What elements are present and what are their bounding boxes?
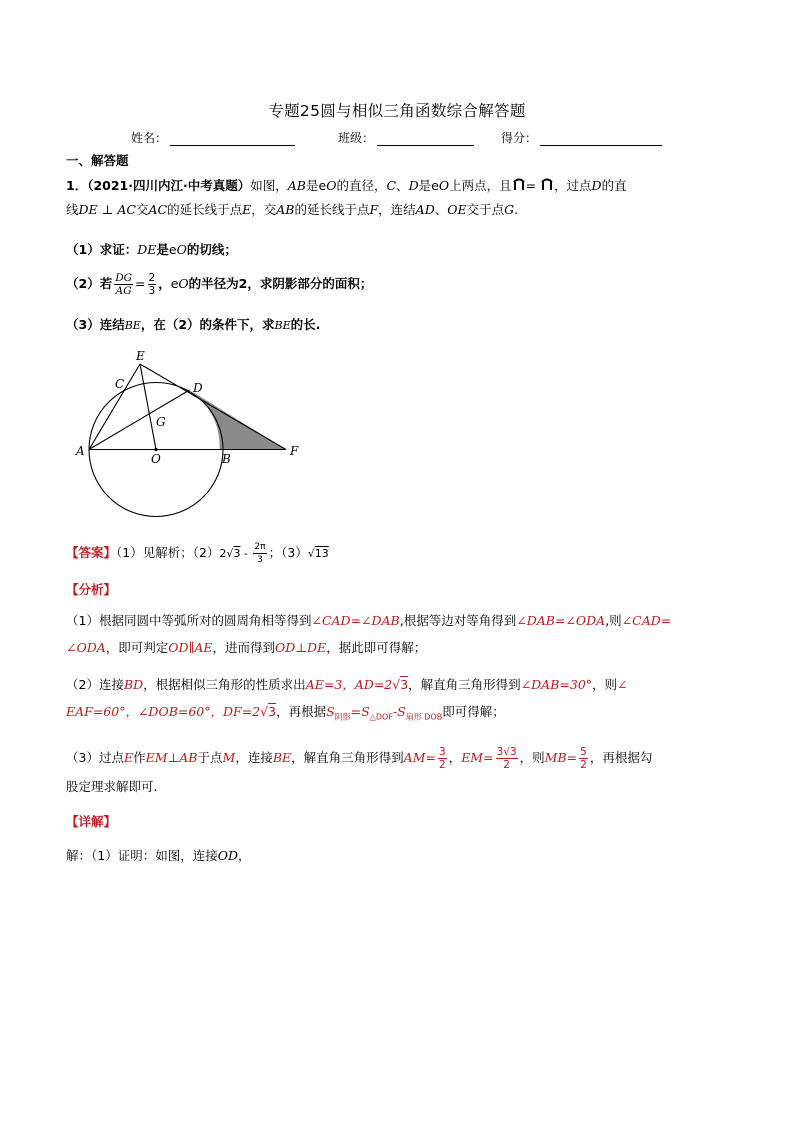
sub-label: （1）求证： <box>66 242 138 257</box>
analysis-math: ∠CAD= <box>621 613 672 628</box>
analysis-text: 作 <box>133 749 146 765</box>
symbol: OE <box>447 202 467 217</box>
name-blank[interactable] <box>170 132 295 146</box>
analysis-math: MB= <box>544 749 578 765</box>
fraction <box>496 746 518 771</box>
analysis-heading: 【分析】 <box>66 582 117 597</box>
analysis-math: AE=3，AD=2 <box>305 677 393 692</box>
sub-question-2 <box>66 272 372 297</box>
geometry-figure <box>72 346 312 526</box>
analysis-line-5 <box>66 743 734 773</box>
stem-text: 如图， <box>250 178 288 193</box>
analysis-math: AM= <box>403 749 436 765</box>
label-d: D <box>193 381 203 395</box>
analysis-line-4 <box>66 698 734 731</box>
symbol: BE <box>124 319 141 332</box>
analysis-math: BE <box>272 749 292 765</box>
sub-text: 的切线； <box>186 242 237 257</box>
numerator: DG <box>115 272 133 284</box>
symbol: AB <box>287 178 306 193</box>
analysis-math: BD <box>123 677 144 692</box>
analysis-text: ，则 <box>592 677 618 692</box>
fraction <box>438 746 447 771</box>
analysis-math: E <box>123 749 134 765</box>
analysis-text: ，即可判定 <box>105 640 169 655</box>
analysis-math: ∠CAD=∠DAB <box>311 613 400 628</box>
stem-text: 是 <box>418 178 432 193</box>
arc-glyph-icon <box>512 178 526 192</box>
sub-text: ， <box>158 276 171 291</box>
fraction <box>579 746 588 771</box>
symbol: E <box>242 202 252 217</box>
sqrt-icon: √ <box>260 704 269 719</box>
label-o: O <box>151 452 161 466</box>
analysis-text: ，解直角三角形得到 <box>291 749 404 765</box>
class-label: 班级： <box>338 131 375 145</box>
stem-text: 交 <box>135 202 149 217</box>
label-g: G <box>156 415 166 429</box>
analysis-math: S <box>326 704 335 719</box>
sqrt-icon: √ <box>226 547 234 560</box>
numerator: 5 <box>580 745 587 758</box>
label-c: C <box>115 377 125 391</box>
analysis-math: ∠ODA <box>66 640 106 655</box>
sub-text: 的半径为2，求阴影部分的面积； <box>188 276 373 291</box>
sub-text: ，在（2）的条件下，求 <box>140 317 275 332</box>
label-e: E <box>136 349 145 363</box>
sqrt-icon: √ <box>392 677 401 692</box>
question-number: 1． <box>66 178 88 193</box>
symbol: DE <box>137 242 157 257</box>
symbol: C <box>386 178 397 193</box>
answer-value: - <box>240 547 252 560</box>
stem-text: 的直 <box>601 178 627 193</box>
question-1-stem <box>66 174 734 222</box>
detail-line-1 <box>66 846 251 864</box>
section-heading: 一、解答题 <box>66 153 129 168</box>
denominator: 3 <box>257 555 263 565</box>
answer-fraction <box>253 541 266 566</box>
analysis-text: ，再根据 <box>276 704 327 719</box>
analysis-math: ∠ <box>617 677 628 692</box>
answer-line <box>66 541 329 566</box>
label-a: A <box>76 444 85 458</box>
sub-label: （2）若 <box>66 276 113 291</box>
analysis-math: EM⊥AB <box>145 749 198 765</box>
analysis-math: OD∥AE <box>168 640 213 655</box>
label-f: F <box>290 444 299 458</box>
symbol: G <box>504 202 515 217</box>
analysis-line-6: 股定理求解即可. <box>66 778 158 794</box>
sub-question-3 <box>66 315 320 333</box>
stem-text: 上两点，且 <box>449 178 512 193</box>
analysis-math: ∠DAB=30° <box>520 677 593 692</box>
sub-text: 的长. <box>290 317 321 332</box>
symbol: AD <box>415 202 435 217</box>
analysis-text: （2）连接 <box>66 677 124 692</box>
analysis-text: （3）过点 <box>66 749 124 765</box>
analysis-text: ,根据等边对等角得到 <box>399 613 517 628</box>
answer-value: 3 <box>233 547 241 560</box>
answer-text: ；（3） <box>268 545 308 560</box>
analysis-text: ，进而得到 <box>212 640 276 655</box>
numerator: 2π <box>254 542 266 552</box>
analysis-math: 3 <box>268 704 277 719</box>
stem-text: . <box>514 202 519 217</box>
score-blank[interactable] <box>540 132 662 146</box>
detail-text: ， <box>238 848 251 863</box>
circle-symbol: e <box>170 276 179 291</box>
answer-value: 13 <box>314 547 329 560</box>
circle-symbol: e <box>318 178 327 193</box>
denominator: 3 <box>148 285 156 297</box>
stem-text: 的延长线于点 <box>294 202 370 217</box>
stem-text: 、 <box>396 178 409 193</box>
line-ad <box>89 390 190 450</box>
analysis-sub: △DOF <box>369 712 393 722</box>
numerator: 3 <box>438 745 446 758</box>
stem-text: ，连结 <box>378 202 416 217</box>
denominator: 2 <box>438 758 446 771</box>
sub-text: 是 <box>156 242 169 257</box>
name-field[interactable] <box>131 129 338 146</box>
answer-tag: 【答案】 <box>66 545 117 560</box>
analysis-math: EM= <box>461 749 494 765</box>
symbol: F <box>369 202 379 217</box>
score-label: 得分： <box>501 131 538 145</box>
symbol: BE <box>274 319 291 332</box>
score-field[interactable] <box>501 129 662 146</box>
analysis-text: ， <box>448 749 462 765</box>
symbol: AB <box>276 202 295 217</box>
denominator: AG <box>115 285 132 297</box>
symbol: O <box>438 178 450 193</box>
stem-text: 的直径， <box>336 178 387 193</box>
page-title: 专题25圆与相似三角函数综合解答题 <box>268 102 526 120</box>
analysis-line-2 <box>66 634 734 661</box>
symbol: 、 <box>434 202 448 217</box>
analysis-math: M <box>222 749 236 765</box>
detail-heading: 【详解】 <box>66 814 117 829</box>
analysis-text: ，解直角三角形得到 <box>408 677 521 692</box>
numerator: 3√3 <box>496 745 517 758</box>
detail-text: 解：（1）证明：如图，连接 <box>66 848 218 863</box>
question-source: （2021·四川内江·中考真题） <box>87 178 251 193</box>
center-point <box>154 448 157 451</box>
stem-text: ，过点 <box>554 178 592 193</box>
symbol: D <box>408 178 419 193</box>
arc-glyph-icon <box>540 178 554 192</box>
stem-text: 线 <box>66 202 79 217</box>
circle-symbol: e <box>168 242 177 257</box>
analysis-text: ，再根据勾 <box>589 749 653 765</box>
answer-value: 2 <box>219 547 227 560</box>
analysis-sub: 扇形 DOB <box>405 712 443 722</box>
fraction <box>114 272 133 297</box>
numerator: 2 <box>148 272 156 284</box>
denominator: 2 <box>503 758 510 771</box>
line-oe <box>140 364 156 450</box>
detail-math: OD <box>217 848 238 863</box>
stem-text: 是 <box>305 178 319 193</box>
analysis-text: 即可得解； <box>442 704 505 719</box>
analysis-text: ，则 <box>519 749 545 765</box>
analysis-line-1 <box>66 607 734 634</box>
analysis-text: （1）根据同圆中等弧所对的圆周角相等得到 <box>66 613 312 628</box>
label-b: B <box>222 452 231 466</box>
symbol: = <box>135 276 146 291</box>
analysis-text: 于点 <box>197 749 223 765</box>
name-label: 姓名： <box>131 131 168 145</box>
symbol: O <box>178 276 189 291</box>
denominator: 2 <box>580 758 587 771</box>
analysis-body <box>66 607 734 800</box>
sub-question-1 <box>66 240 237 258</box>
analysis-math: 3 <box>400 677 409 692</box>
analysis-text: ,则 <box>605 613 622 628</box>
analysis-line-3 <box>66 671 734 698</box>
stem-text: ，交 <box>251 202 277 217</box>
symbol: O <box>326 178 337 193</box>
analysis-math: -S <box>392 704 406 719</box>
stem-text: 的延长线于点 <box>167 202 243 217</box>
symbol: D <box>591 178 602 193</box>
stem-text: 交于点 <box>466 202 505 217</box>
analysis-math: EAF=60°，∠DOB=60°，DF=2 <box>66 704 261 719</box>
sqrt-icon: √ <box>307 547 315 560</box>
symbol: O <box>176 242 187 257</box>
analysis-text: ，据此即可得解； <box>326 640 427 655</box>
answer-text: （1）见解析；（2） <box>116 545 220 560</box>
class-field[interactable] <box>338 129 501 146</box>
symbol: AC <box>148 202 168 217</box>
analysis-math: ∠DAB=∠ODA <box>516 613 606 628</box>
symbol: DE ⊥ AC <box>78 202 136 217</box>
analysis-sub: 阴影 <box>334 712 351 722</box>
symbol: = <box>525 178 541 193</box>
sub-label: （3）连结 <box>66 317 125 332</box>
circle-symbol: e <box>431 178 439 193</box>
analysis-math: OD⊥DE <box>275 640 327 655</box>
fraction <box>148 272 157 297</box>
student-info-row <box>131 129 691 146</box>
class-blank[interactable] <box>377 132 474 146</box>
analysis-math: =S <box>350 704 370 719</box>
analysis-text: ，根据相似三角形的性质求出 <box>143 677 306 692</box>
analysis-text: ，连接 <box>235 749 273 765</box>
